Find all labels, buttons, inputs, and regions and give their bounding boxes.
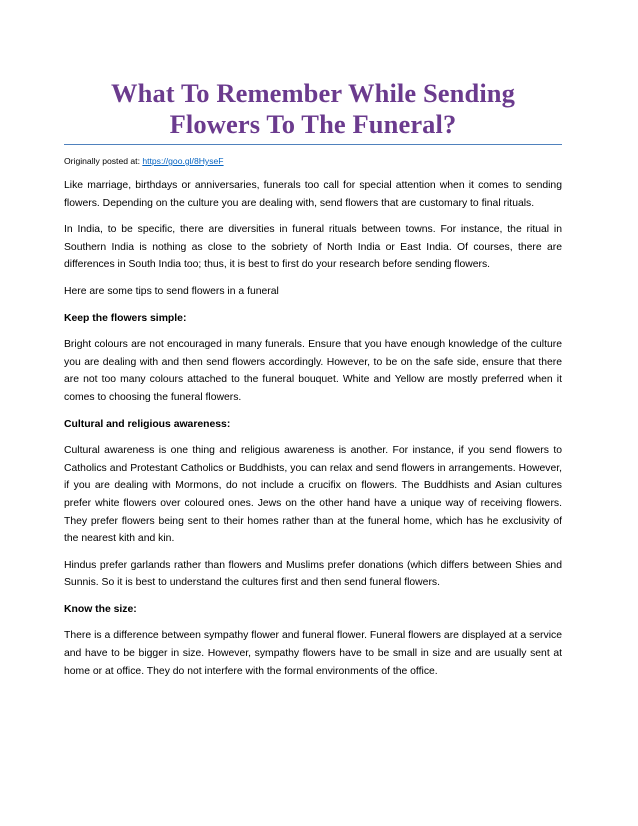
originally-posted (64, 155, 562, 167)
document-page (64, 78, 562, 680)
paragraph-india: In India, to be specific, there are diversities in funeral rituals between towns. For instance, the ritual in Southern India is nothing as close to the sobriety of North India or East India. Of courses, there are differences in South India too; thus, it is best to first do your research before sending flowers. (64, 224, 562, 271)
posted-prefix: Originally posted at: (64, 156, 143, 166)
title-line-2: Flowers To The Funeral? (169, 109, 457, 139)
paragraph-colours: Bright colours are not encouraged in many funerals. Ensure that you have enough knowledge of the culture you are dealing with and then send flowers accordingly. However, to be on the safe side, ensure that there are not too many colours attached to the funeral bouquet. White and Yellow are mostly preferred when it comes to choosing the funeral flowers. (64, 339, 562, 403)
paragraph-intro: Like marriage, birthdays or anniversaries, funerals too call for special attention when it comes to sending flowers. Depending on the culture you are dealing with, send flowers that are customary to final rituals. (64, 180, 562, 209)
paragraph-cultural: Cultural awareness is one thing and religious awareness is another. For instance, if you send flowers to Catholics and Protestant Catholics or Buddhists, you can relax and send flowers in arrangements. However, if you are dealing with Mormons, do not include a crucifix on flowers. The Buddhists and Asian cultures prefer white flowers over coloured ones. Jews on the other hand have a unique way of receiving flowers. They prefer flowers being sent to their homes rather than at the funeral home, which has he exclusivity of the nearest kith and kin. (64, 445, 562, 545)
paragraph-hindus: Hindus prefer garlands rather than flowers and Muslims prefer donations (which differs between Shies and Sunnis. So it is best to understand the cultures first and then send funeral flowers. (64, 559, 562, 589)
heading-cultural-awareness: Cultural and religious awareness: (64, 418, 231, 430)
paragraph-size: There is a difference between sympathy flower and funeral flower. Funeral flowers are displayed at a service and have to be bigger in size. However, sympathy flowers have to be small in size and are usually sent at home or at office. They do not interfere with the formal environments of the office. (64, 630, 562, 677)
page-title (64, 78, 562, 145)
heading-keep-simple: Keep the flowers simple: (64, 312, 187, 324)
source-link[interactable]: https://goo.gl/8HyseF (142, 156, 224, 166)
title-line-1: What To Remember While Sending (111, 78, 515, 108)
heading-know-size: Know the size: (64, 603, 137, 615)
paragraph-tips: Here are some tips to send flowers in a funeral (64, 285, 279, 297)
